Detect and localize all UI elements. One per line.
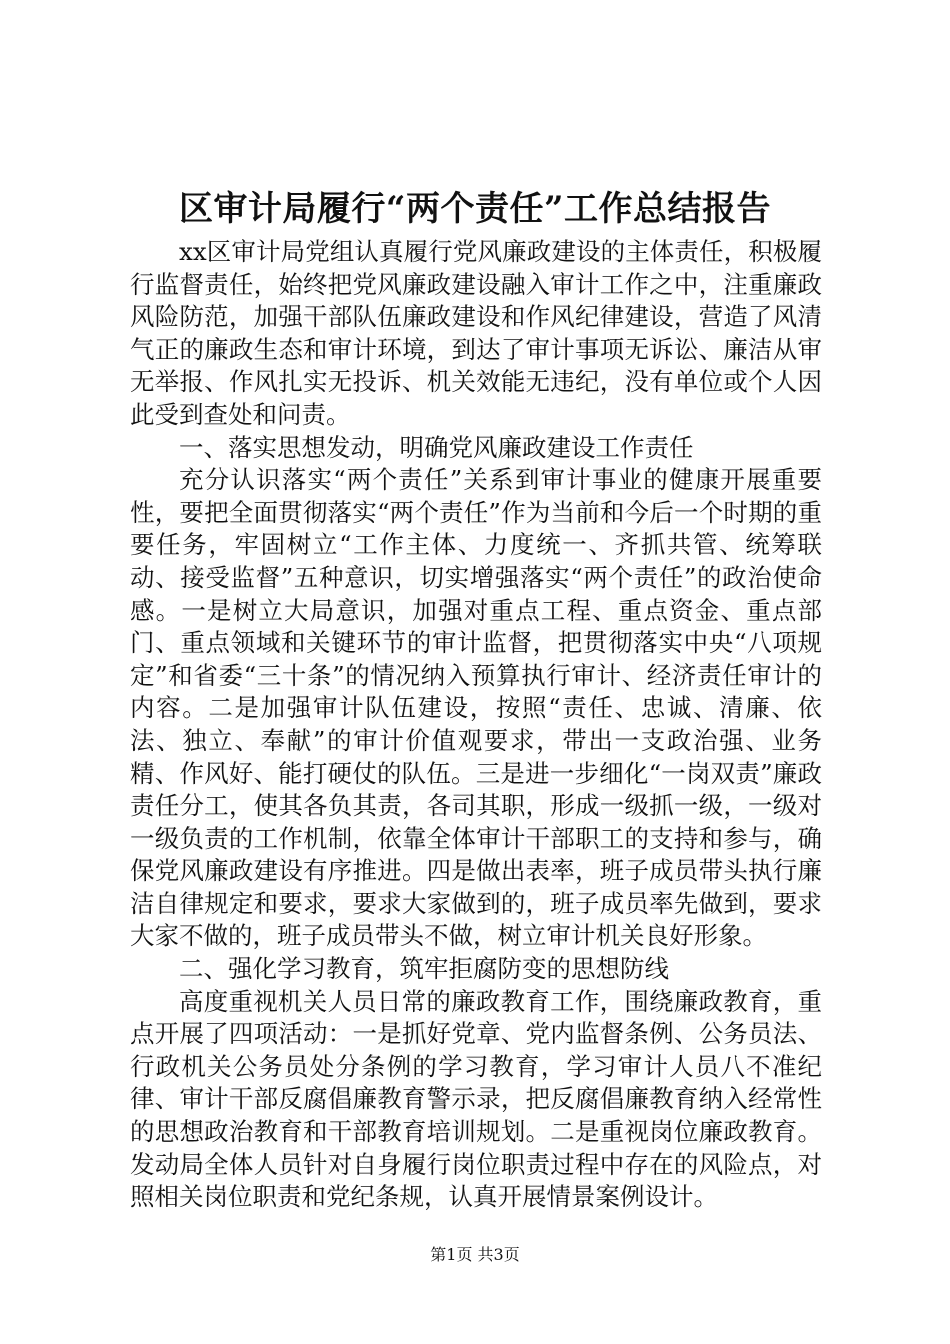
page-number-footer: 第1页 共3页 bbox=[430, 1245, 520, 1264]
section-heading-2: 二、强化学习教育，筑牢拒腐防变的思想防线 bbox=[179, 954, 669, 984]
document-body bbox=[130, 236, 822, 1214]
section-1-paragraph: 充分认识落实“两个责任”关系到审计事业的健康开展重要性，要把全面贯彻落实“两个责任”作为当前和今后一个时期的重要任务，牢固树立“工作主体、力度统一、齐抓共管、统筹联动、接受监督”五种意识，切实增强落实“两个责任”的政治使命感。一是树立大局意识，加强对重点工程、重点资金、重点部门、重点领域和关键环节的审计监督，把贯彻落实中央“八项规定”和省委“三十条”的情况纳入预算执行审计、经济责任审计的内容。二是加强审计队伍建设，按照“责任、忠诚、清廉、依法、独立、奉献”的审计价值观要求，带出一支政治强、业务精、作风好、能打硬仗的队伍。三是进一步细化“一岗双责”廉政责任分工，使其各负其责，各司其职，形成一级抓一级，一级对一级负责的工作机制，依靠全体审计干部职工的支持和参与，确保党风廉政建设有序推进。四是做出表率，班子成员带头执行廉洁自律规定和要求，要求大家做到的，班子成员率先做到，要求大家不做的，班子成员带头不做，树立审计机关良好形象。 bbox=[130, 465, 822, 951]
section-heading-1: 一、落实思想发动，明确党风廉政建设工作责任 bbox=[179, 432, 694, 462]
intro-paragraph: xx区审计局党组认真履行党风廉政建设的主体责任，积极履行监督责任，始终把党风廉政建设融入审计工作之中，注重廉政风险防范，加强干部队伍廉政建设和作风纪律建设，营造了风清气正的廉政生态和审计环境，到达了审计事项无诉讼、廉洁从审无举报、作风扎实无投诉、机关效能无违纪，没有单位或个人因此受到查处和问责。 bbox=[130, 237, 822, 429]
section-2-paragraph: 高度重视机关人员日常的廉政教育工作，围绕廉政教育，重点开展了四项活动：一是抓好党章、党内监督条例、公务员法、行政机关公务员处分条例的学习教育，学习审计人员八不准纪律、审计干部反腐倡廉教育警示录，把反腐倡廉教育纳入经常性的思想政治教育和干部教育培训规划。二是重视岗位廉政教育。发动局全体人员针对自身履行岗位职责过程中存在的风险点，对照相关岗位职责和党纪条规，认真开展情景案例设计。 bbox=[130, 986, 822, 1212]
document-title: 区审计局履行“两个责任”工作总结报告 bbox=[178, 189, 772, 229]
